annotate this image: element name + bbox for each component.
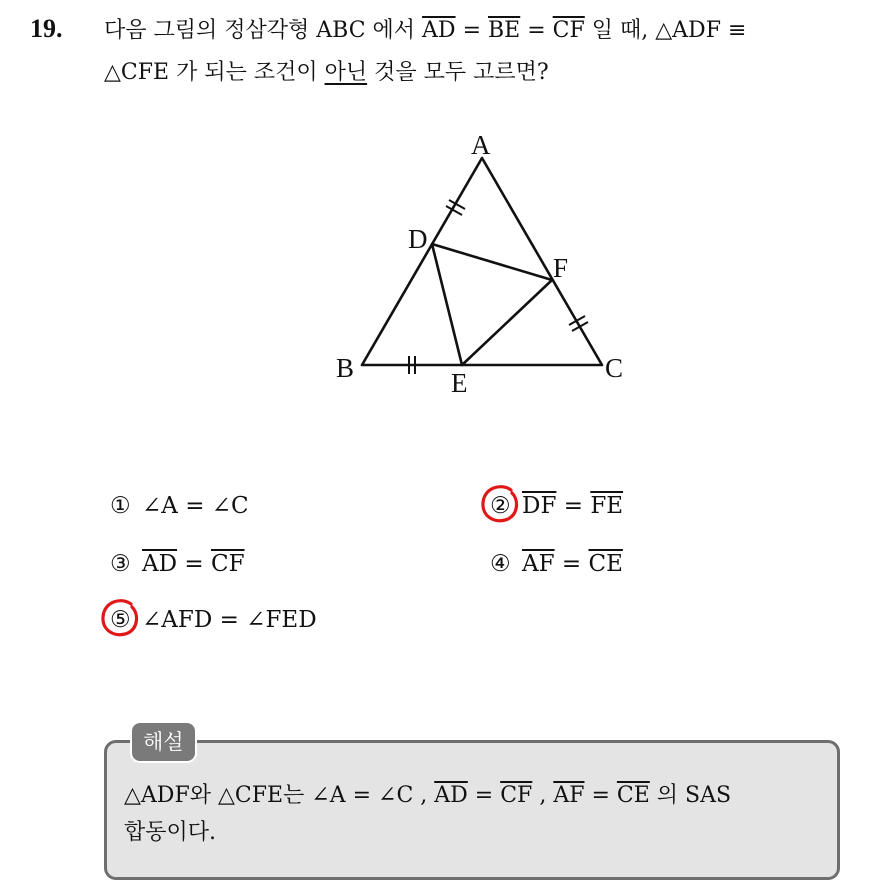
vertex-label-e: E [451,368,468,398]
choice-3[interactable]: ③ $\overline{AD} = \overline{CF}$ [110,548,245,580]
vertex-label-c: C [605,353,624,383]
question-number: 19. [30,14,63,43]
choice-number: ① [110,493,131,519]
vertex-label-d: D [408,224,428,254]
solution-text-line-2: 합동이다. [124,820,217,845]
triangle-figure [320,120,640,410]
solution-text-line-1: △ADF와 △CFE는 ∠A = ∠C , $\overline{AD} = \overline{CF}$ , $\overline{AF} = \overline{CE}$ 의 SAS [124,783,732,808]
vertex-label-a: A [471,130,491,160]
choice-1[interactable] [110,490,249,522]
solution-tag: 해설 [130,721,197,763]
segment-ad: $\overline{AD}$ [142,551,178,577]
segment-cf: $\overline{CF}$ [552,18,585,43]
question-text-line-1: 다음 그림의 정삼각형 ABC 에서 $\overline{AD} = \overline{BE} = \overline{CF}$ 일 때, △ADF ≡ [104,18,747,43]
triangle-def [432,244,552,365]
segment-cf: $\overline{CF}$ [500,783,533,808]
segment-fe: $\overline{FE}$ [590,493,624,519]
segment-af: $\overline{AF}$ [522,551,555,577]
choice-4[interactable]: ④ $\overline{AF} = \overline{CE}$ [490,548,623,580]
choice-number: ③ [110,551,131,577]
segment-cf: $\overline{CF}$ [210,551,245,577]
vertex-label-b: B [336,353,355,383]
segment-ad: $\overline{AD}$ [434,783,468,808]
vertex-label-f: F [553,253,569,283]
question-text-line-2: △CFE 가 되는 조건이 아닌 것을 모두 고르면? [104,60,549,85]
choice-text: ∠A = ∠C [142,493,249,519]
choice-number: ④ [490,551,511,577]
choice-number: ⑤ [110,607,131,633]
emphasis-not: 아닌 [324,60,368,85]
choice-text: ∠AFD = ∠FED [142,607,317,633]
segment-ce: $\overline{CE}$ [588,551,623,577]
choice-number: ② [490,493,511,519]
segment-be: $\overline{BE}$ [488,18,521,43]
segment-df: $\overline{DF}$ [522,493,557,519]
segment-ce: $\overline{CE}$ [616,783,650,808]
answer-circle-mark-2 [478,483,522,527]
answer-circle-mark-5 [98,597,142,641]
segment-ad: $\overline{AD}$ [422,18,456,43]
segment-af: $\overline{AF}$ [553,783,585,808]
choice-2[interactable]: ② $\overline{DF} = \overline{FE}$ [490,490,623,522]
